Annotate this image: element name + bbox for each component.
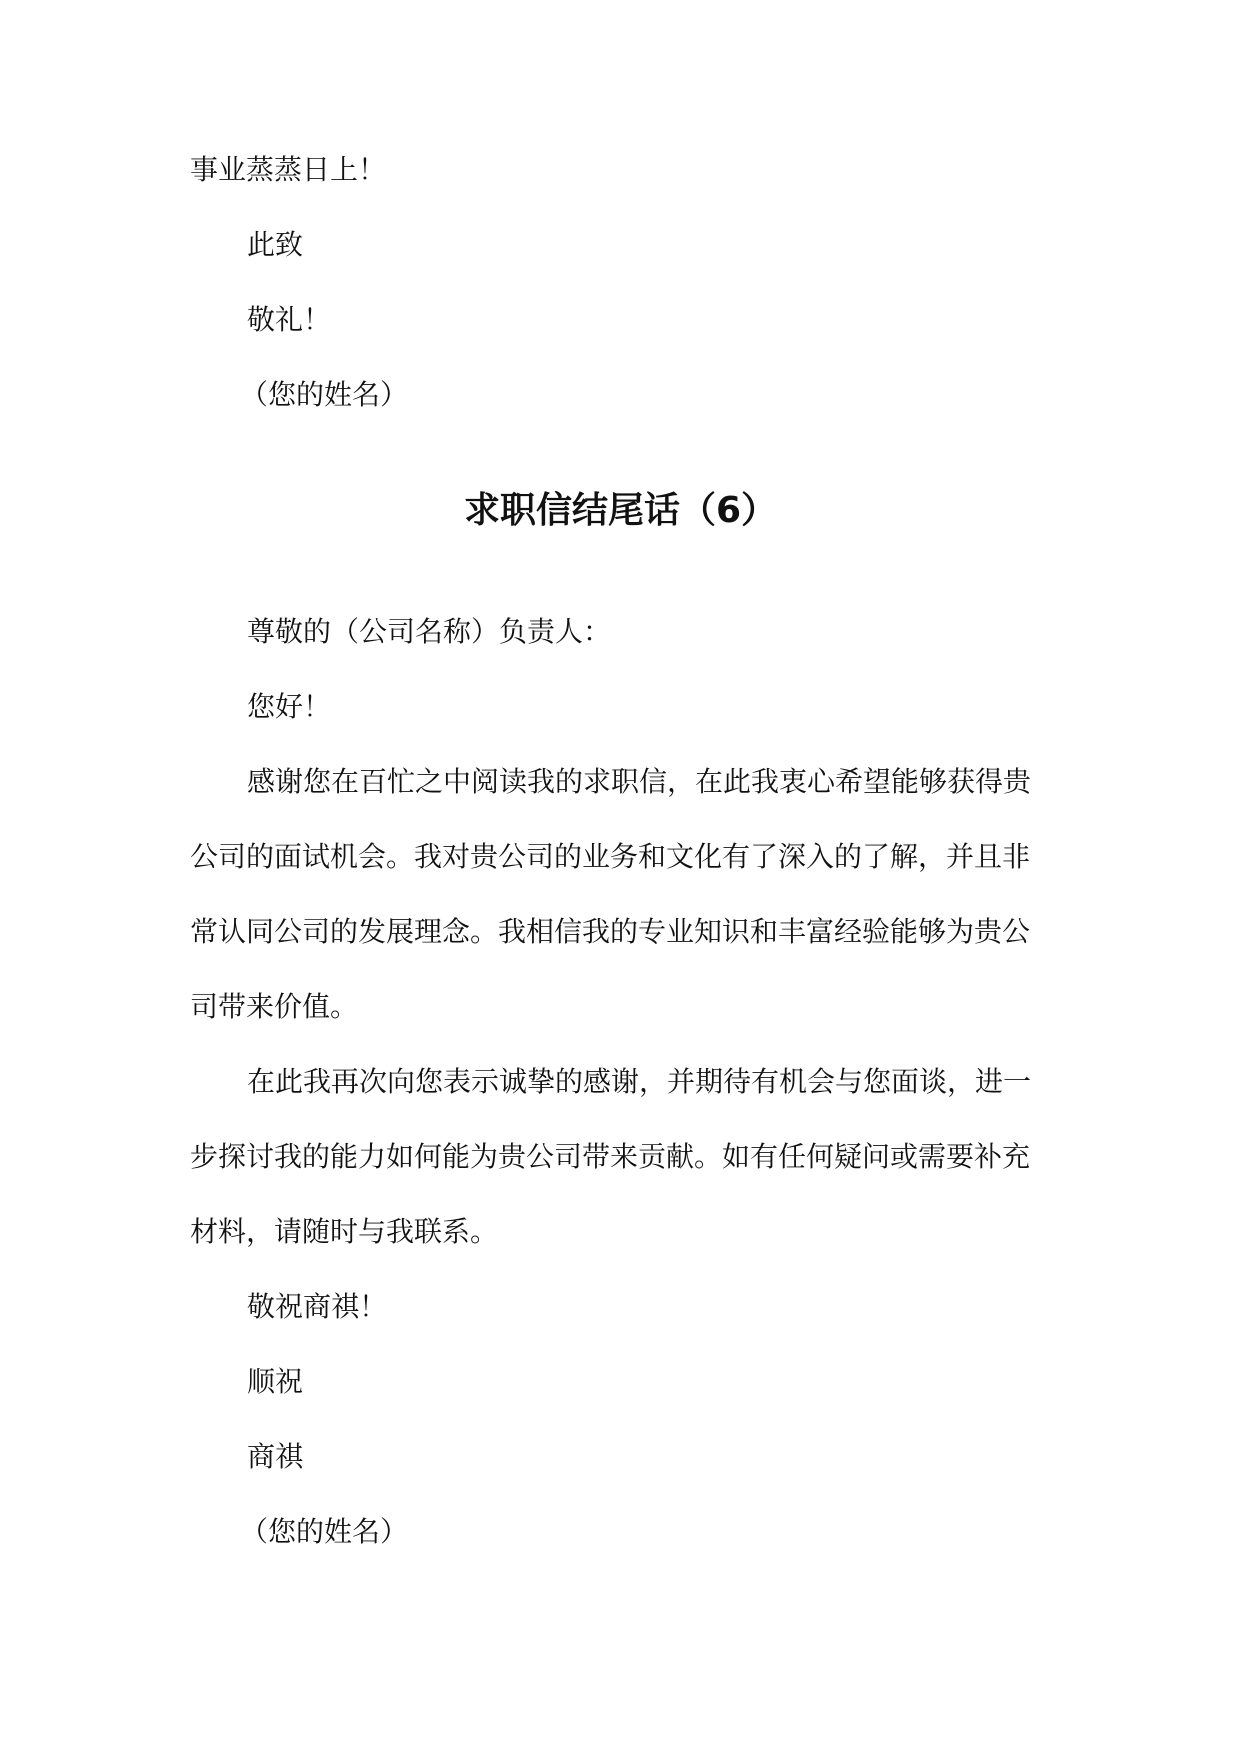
paragraph-line: 公司的面试机会。我对贵公司的业务和文化有了深入的了解，并且非 <box>190 840 1031 873</box>
paragraph-line: 在此我再次向您表示诚挚的感谢，并期待有机会与您面谈，进一 <box>247 1065 1032 1098</box>
signature-placeholder: （您的姓名） <box>240 378 409 411</box>
paragraph-line: 司带来价值。 <box>190 990 359 1023</box>
greeting: 您好！ <box>247 690 332 723</box>
closing-line: 敬祝商祺！ <box>247 1290 388 1323</box>
paragraph-line: 材料，请随时与我联系。 <box>190 1215 499 1248</box>
paragraph-line: 感谢您在百忙之中阅读我的求职信，在此我衷心希望能够获得贵 <box>247 765 1032 798</box>
closing-line: 顺祝 <box>247 1365 304 1398</box>
paragraph-line: 步探讨我的能力如何能为贵公司带来贡献。如有任何疑问或需要补充 <box>190 1140 1031 1173</box>
paragraph-line: 常认同公司的发展理念。我相信我的专业知识和丰富经验能够为贵公 <box>190 915 1031 948</box>
signature-placeholder: （您的姓名） <box>240 1515 409 1548</box>
salutation: 尊敬的（公司名称）负责人： <box>247 615 612 648</box>
closing-line: 商祺 <box>247 1440 304 1473</box>
text-line: 此致 <box>247 228 304 261</box>
section-title: 求职信结尾话（6） <box>463 490 778 531</box>
text-line: 敬礼！ <box>247 303 332 336</box>
text-line: 事业蒸蒸日上！ <box>190 153 387 186</box>
